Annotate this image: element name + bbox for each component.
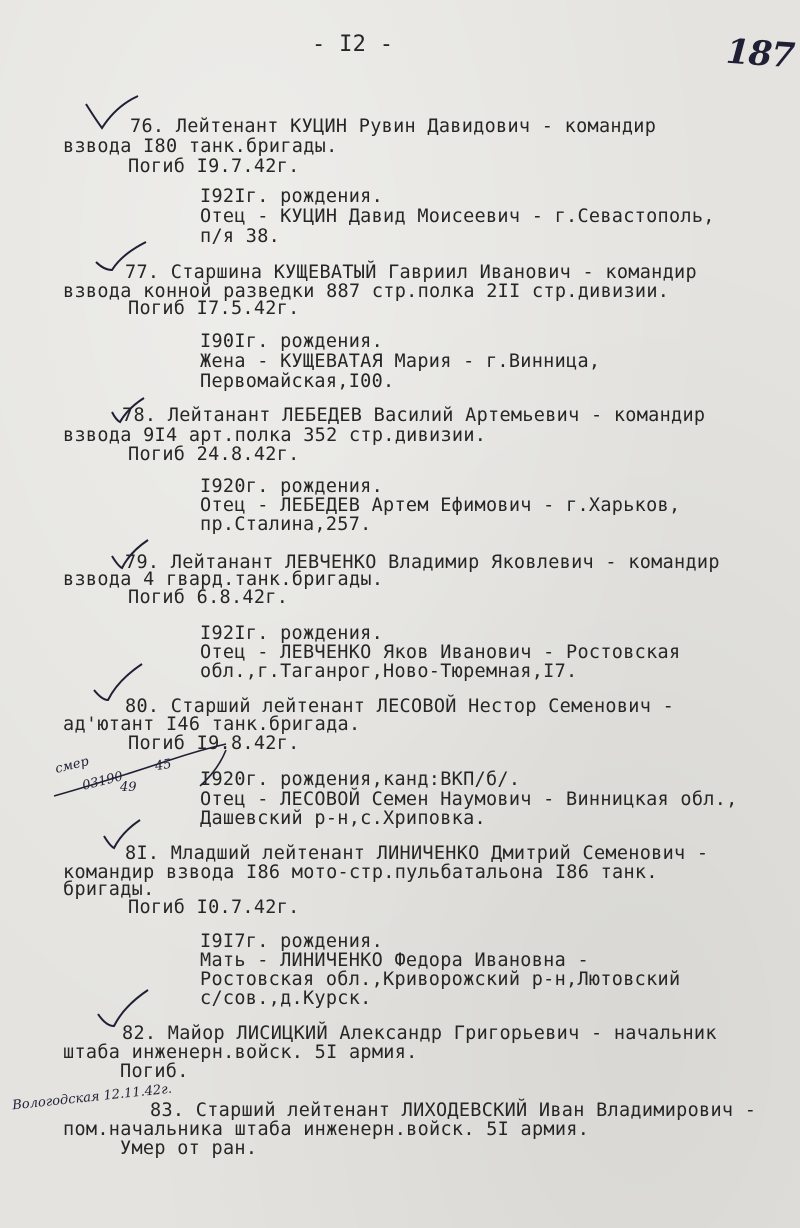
entry-line: штаба инженерн.войск. 5I армия. <box>63 1042 418 1063</box>
archive-page-number: 187 <box>724 31 796 77</box>
check-mark-icon <box>82 92 142 132</box>
check-mark-icon <box>108 538 152 572</box>
entry-line: Отец - ЛЕВЧЕНКО Яков Иванович - Ростовская <box>200 642 681 663</box>
entry-line: Отец - КУЦИН Давид Моисеевич - г.Севастополь, <box>200 206 715 227</box>
entry-line: ад'ютант I46 танк.бригада. <box>63 714 361 735</box>
handwritten-note: Вологодская 12.11.42г. <box>11 1081 173 1114</box>
entry-line: Погиб 6.8.42г. <box>128 587 289 608</box>
handwritten-note: 49 <box>120 780 137 795</box>
entry-line: 82. Майор ЛИСИЦКИЙ Александр Григорьевич - начальник <box>122 1023 717 1044</box>
entry-line: 80. Старший лейтенант ЛЕСОВОЙ Нестор Семенович - <box>125 696 675 717</box>
check-mark-icon <box>100 818 144 852</box>
entry-line: Отец - ЛЕСОВОЙ Семен Наумович - Винницкая обл., <box>200 789 738 810</box>
entry-line: I920г. рождения. <box>200 476 384 497</box>
entry-line: I92Iг. рождения. <box>200 623 384 644</box>
check-mark-icon <box>92 240 152 274</box>
entry-line: I9I7г. рождения. <box>200 931 384 952</box>
entry-line: 76. Лейтенант КУЦИН Рувин Давидович - командир <box>130 116 657 137</box>
entry-line: Жена - КУЩЕВАТАЯ Мария - г.Винница, <box>200 351 601 372</box>
entry-line: Погиб I9.8.42г. <box>128 733 300 754</box>
entry-line: Погиб I9.7.42г. <box>128 156 300 177</box>
entry-line: I90Iг. рождения. <box>200 331 384 352</box>
entry-line: 77. Старшина КУЩЕВАТЫЙ Гавриил Иванович - командир <box>125 262 697 283</box>
entry-line: Погиб 24.8.42г. <box>128 444 300 465</box>
entry-line: пр.Сталина,257. <box>200 514 372 535</box>
entry-line: взвода 4 гвард.танк.бригады. <box>63 569 384 590</box>
entry-line: I92Iг. рождения. <box>200 186 384 207</box>
handwritten-note: смер <box>53 754 91 777</box>
entry-line: 8I. Младший лейтенант ЛИНИЧЕНКО Дмитрий Семенович - <box>125 843 709 864</box>
entry-line: пом.начальника штаба инженерн.войск. 5I армия. <box>63 1119 590 1140</box>
entry-line: Отец - ЛЕБЕДЕВ Артем Ефимович - г.Харьков, <box>200 495 681 516</box>
entry-line: Мать - ЛИНИЧЕНКО Федора Ивановна - <box>200 950 589 971</box>
entry-line: 79. Лейтанант ЛЕВЧЕНКО Владимир Яковлевич - командир <box>125 552 720 573</box>
check-mark-icon <box>88 660 148 704</box>
entry-line: Ростовская обл.,Криворожский р-н,Лютовский <box>200 969 681 990</box>
entry-line: бригады. <box>63 879 155 900</box>
entry-line: Дашевский р-н,с.Хриповка. <box>200 808 486 829</box>
entry-line: 78. Лейтанант ЛЕБЕДЕВ Василий Артемьевич - командир <box>122 405 706 426</box>
entry-line: взвода I80 танк.бригады. <box>63 136 338 157</box>
entry-line: I920г. рождения,канд:ВКП/б/. <box>200 769 521 790</box>
entry-line: с/сов.,д.Курск. <box>200 988 372 1009</box>
handwritten-note: 45 <box>153 756 173 775</box>
entry-line: Первомайская,I00. <box>200 371 395 392</box>
entry-line: 83. Старший лейтенант ЛИХОДЕВСКИЙ Иван Владимирович - <box>150 1100 757 1121</box>
entry-line: Умер от ран. <box>120 1138 258 1159</box>
check-mark-icon <box>92 988 152 1032</box>
entry-line: взвода конной разведки 887 стр.полка 2II стр.дивизии. <box>63 281 670 302</box>
entry-line: Погиб I7.5.42г. <box>128 298 300 319</box>
entry-line: п/я 38. <box>200 226 281 247</box>
handwritten-note: 03190 <box>80 769 125 794</box>
entry-line: командир взвода I86 мото-стр.пульбатальона I86 танк. <box>63 862 658 883</box>
page-header: - I2 - <box>312 32 394 57</box>
check-mark-icon <box>108 396 148 426</box>
entry-line: Погиб I0.7.42г. <box>128 897 300 918</box>
entry-line: взвода 9I4 арт.полка 352 стр.дивизии. <box>63 425 487 446</box>
entry-line: Погиб. <box>120 1061 189 1082</box>
entry-line: обл.,г.Таганрог,Ново-Тюремная,I7. <box>200 661 578 682</box>
strike-mark-icon <box>50 740 230 800</box>
